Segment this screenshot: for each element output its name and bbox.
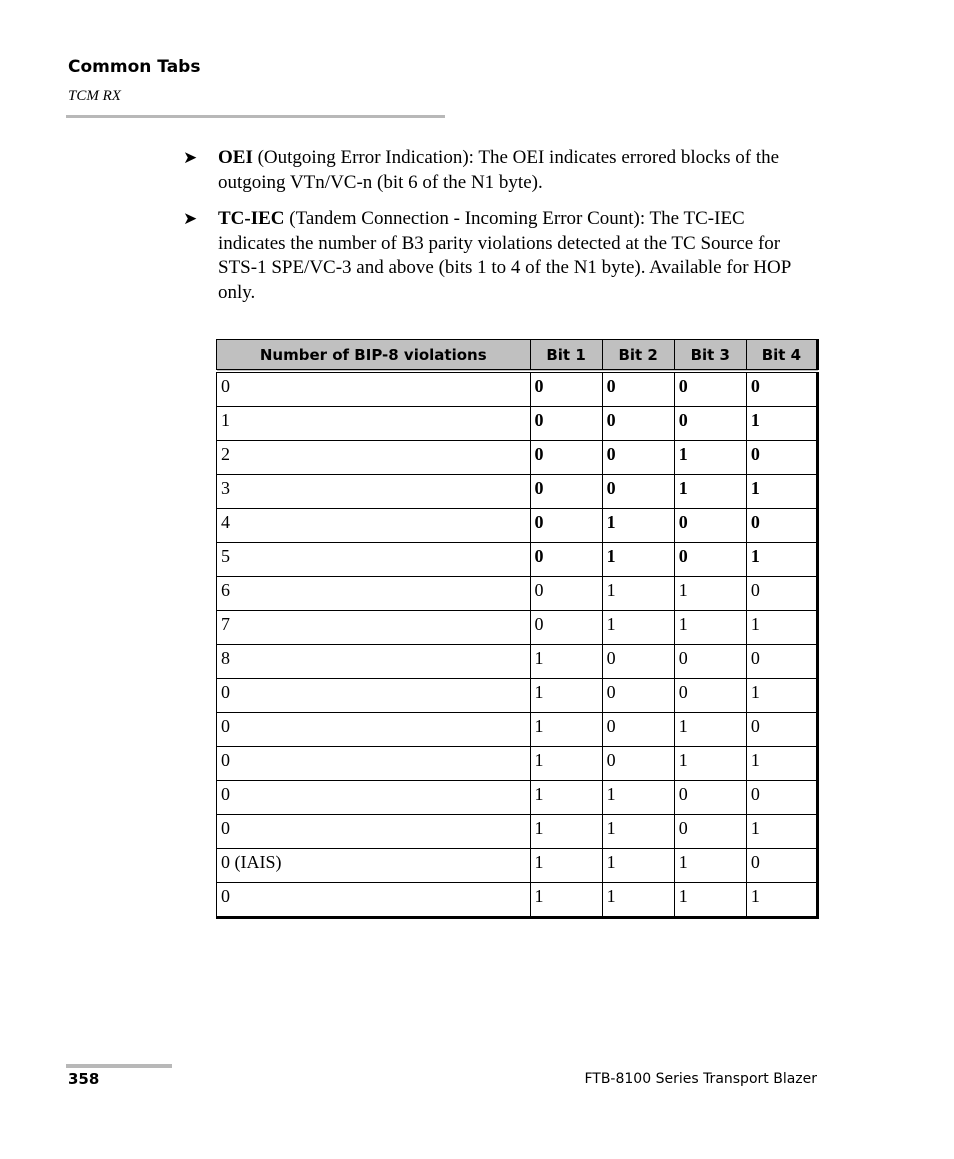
table-header-row bbox=[217, 340, 818, 372]
bit-2-cell: 0 bbox=[602, 747, 674, 781]
violations-cell: 6 bbox=[217, 577, 531, 611]
bit-2-cell: 0 bbox=[602, 441, 674, 475]
bit-4-cell: 0 bbox=[746, 509, 817, 543]
bit-3-cell: 1 bbox=[674, 611, 746, 645]
bit-4-cell: 1 bbox=[746, 679, 817, 713]
bit-3-cell: 0 bbox=[674, 815, 746, 849]
bit-4-cell: 0 bbox=[746, 645, 817, 679]
bit-3-cell: 0 bbox=[674, 679, 746, 713]
bit-2-cell: 0 bbox=[602, 407, 674, 441]
violations-cell: 4 bbox=[217, 509, 531, 543]
bit-4-cell: 1 bbox=[746, 883, 817, 918]
bit-4-cell: 1 bbox=[746, 543, 817, 577]
bit-3-cell: 1 bbox=[674, 713, 746, 747]
bit-2-cell: 1 bbox=[602, 815, 674, 849]
bit-2-cell: 1 bbox=[602, 781, 674, 815]
bit-3-cell: 0 bbox=[674, 509, 746, 543]
bit-2-cell: 0 bbox=[602, 645, 674, 679]
bit-4-cell: 0 bbox=[746, 713, 817, 747]
bullet-term: TC-IEC bbox=[218, 208, 285, 229]
violations-cell: 5 bbox=[217, 543, 531, 577]
bit-3-cell: 0 bbox=[674, 371, 746, 407]
bit-3-cell: 0 bbox=[674, 543, 746, 577]
bit-3-cell: 1 bbox=[674, 441, 746, 475]
table-row bbox=[217, 713, 818, 747]
bit-1-cell: 1 bbox=[530, 747, 602, 781]
bullet-text bbox=[218, 146, 813, 195]
bullet-text bbox=[218, 207, 813, 305]
bit-4-cell: 1 bbox=[746, 815, 817, 849]
violations-cell: 0 (IAIS) bbox=[217, 849, 531, 883]
violations-cell: 0 bbox=[217, 747, 531, 781]
bullet-arrow-icon: ➤ bbox=[183, 148, 198, 167]
table-row bbox=[217, 849, 818, 883]
header-bit-2: Bit 2 bbox=[602, 340, 674, 372]
bit-4-cell: 0 bbox=[746, 577, 817, 611]
bit-1-cell: 0 bbox=[530, 543, 602, 577]
bit-1-cell: 0 bbox=[530, 475, 602, 509]
table-row bbox=[217, 679, 818, 713]
bit-3-cell: 1 bbox=[674, 849, 746, 883]
bit-1-cell: 0 bbox=[530, 407, 602, 441]
bit-2-cell: 0 bbox=[602, 713, 674, 747]
bit-3-cell: 1 bbox=[674, 475, 746, 509]
violations-cell: 1 bbox=[217, 407, 531, 441]
violations-cell: 0 bbox=[217, 713, 531, 747]
bit-1-cell: 1 bbox=[530, 781, 602, 815]
table-row bbox=[217, 815, 818, 849]
table-row bbox=[217, 509, 818, 543]
bit-3-cell: 0 bbox=[674, 407, 746, 441]
table-row bbox=[217, 883, 818, 918]
page-number: 358 bbox=[68, 1070, 100, 1088]
bullet-term: OEI bbox=[218, 147, 253, 168]
bit-3-cell: 1 bbox=[674, 577, 746, 611]
section-title: Common Tabs bbox=[68, 57, 201, 77]
violations-cell: 7 bbox=[217, 611, 531, 645]
bit-3-cell: 0 bbox=[674, 645, 746, 679]
table-row bbox=[217, 577, 818, 611]
bit-4-cell: 1 bbox=[746, 611, 817, 645]
footer-divider bbox=[66, 1064, 172, 1068]
bit-2-cell: 1 bbox=[602, 849, 674, 883]
bullet-description: (Outgoing Error Indication): The OEI indicates errored blocks of the outgoing VTn/VC-n (bit 6 of the N1 byte). bbox=[218, 147, 780, 193]
bit-3-cell: 1 bbox=[674, 883, 746, 918]
violations-cell: 0 bbox=[217, 815, 531, 849]
bit-1-cell: 1 bbox=[530, 713, 602, 747]
violations-cell: 0 bbox=[217, 679, 531, 713]
bit-3-cell: 1 bbox=[674, 747, 746, 781]
bit-1-cell: 0 bbox=[530, 577, 602, 611]
bit-4-cell: 0 bbox=[746, 441, 817, 475]
bullet-description: (Tandem Connection - Incoming Error Count): The TC-IEC indicates the number of B3 parity violations detected at the TC Source for STS-1 SPE/VC-3 and above (bits 1 to 4 of the N1 byte). Available for HOP only. bbox=[218, 208, 791, 303]
violations-cell: 0 bbox=[217, 371, 531, 407]
bit-2-cell: 0 bbox=[602, 679, 674, 713]
table-row bbox=[217, 407, 818, 441]
table-row bbox=[217, 747, 818, 781]
table-row bbox=[217, 475, 818, 509]
violations-cell: 0 bbox=[217, 781, 531, 815]
bit-2-cell: 1 bbox=[602, 611, 674, 645]
table-row bbox=[217, 441, 818, 475]
header-violations: Number of BIP-8 violations bbox=[217, 340, 531, 372]
table-row bbox=[217, 543, 818, 577]
bullet-arrow-icon: ➤ bbox=[183, 209, 198, 228]
bit-4-cell: 1 bbox=[746, 475, 817, 509]
bit-1-cell: 1 bbox=[530, 679, 602, 713]
bit-4-cell: 1 bbox=[746, 747, 817, 781]
bit-2-cell: 1 bbox=[602, 543, 674, 577]
bit-1-cell: 1 bbox=[530, 645, 602, 679]
bit-2-cell: 0 bbox=[602, 371, 674, 407]
bit-2-cell: 0 bbox=[602, 475, 674, 509]
document-title: FTB-8100 Series Transport Blazer bbox=[584, 1071, 817, 1087]
violations-cell: 8 bbox=[217, 645, 531, 679]
header-bit-3: Bit 3 bbox=[674, 340, 746, 372]
bit-4-cell: 0 bbox=[746, 781, 817, 815]
bit-4-cell: 0 bbox=[746, 371, 817, 407]
section-subtitle: TCM RX bbox=[68, 88, 121, 104]
violations-cell: 2 bbox=[217, 441, 531, 475]
bit-1-cell: 0 bbox=[530, 441, 602, 475]
bullet-tc-iec bbox=[183, 207, 813, 305]
violations-cell: 3 bbox=[217, 475, 531, 509]
table-row bbox=[217, 611, 818, 645]
header-bit-1: Bit 1 bbox=[530, 340, 602, 372]
bit-2-cell: 1 bbox=[602, 509, 674, 543]
bit-1-cell: 0 bbox=[530, 371, 602, 407]
table-row bbox=[217, 645, 818, 679]
bit-4-cell: 1 bbox=[746, 407, 817, 441]
header-divider bbox=[66, 115, 445, 118]
bit-2-cell: 1 bbox=[602, 577, 674, 611]
bip-violations-table bbox=[216, 339, 819, 919]
bit-2-cell: 1 bbox=[602, 883, 674, 918]
bit-1-cell: 1 bbox=[530, 883, 602, 918]
bit-1-cell: 1 bbox=[530, 849, 602, 883]
table-row bbox=[217, 371, 818, 407]
violations-cell: 0 bbox=[217, 883, 531, 918]
header-bit-4: Bit 4 bbox=[746, 340, 817, 372]
bit-1-cell: 0 bbox=[530, 611, 602, 645]
bit-1-cell: 1 bbox=[530, 815, 602, 849]
bit-3-cell: 0 bbox=[674, 781, 746, 815]
bullet-oei bbox=[183, 146, 813, 195]
bit-4-cell: 0 bbox=[746, 849, 817, 883]
bit-1-cell: 0 bbox=[530, 509, 602, 543]
table-row bbox=[217, 781, 818, 815]
